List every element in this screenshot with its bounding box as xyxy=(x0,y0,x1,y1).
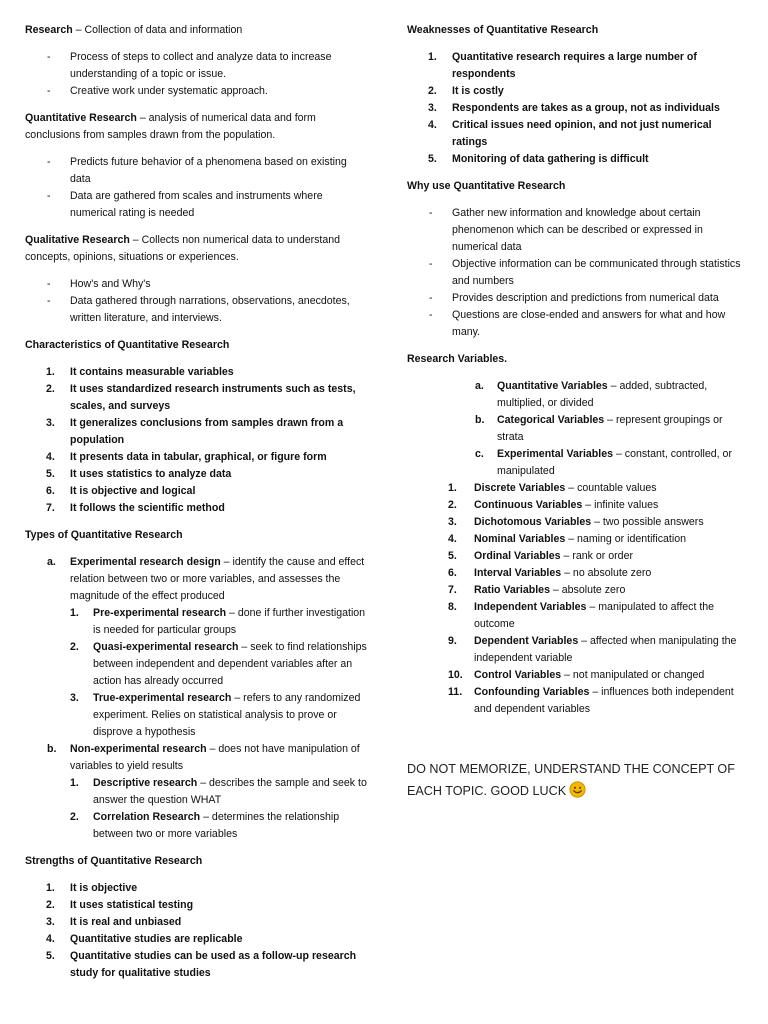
list-item: 5. Monitoring of data gathering is difficult xyxy=(428,153,649,165)
list-item: - How's and Why's xyxy=(25,276,367,293)
list-item: - Creative work under systematic approach. xyxy=(25,83,367,100)
types-heading: Types of Quantitative Research xyxy=(25,529,183,541)
list-item: 3. Dichotomous Variables – two possible answers xyxy=(448,516,704,528)
list-item: - Objective information can be communicated through statistics and numbers xyxy=(407,256,745,290)
list-item: 1. It is objective xyxy=(46,882,138,894)
list-item: 5. Quantitative studies can be used as a follow-up research study for qualitative studies xyxy=(46,950,357,979)
types-list xyxy=(25,554,367,843)
list-item: 1. Pre-experimental research – done if further investigation is needed for particular groups xyxy=(70,607,366,636)
qualitative-bullets xyxy=(25,276,367,327)
list-item: 6. It is objective and logical xyxy=(46,485,196,497)
variables-heading: Research Variables. xyxy=(407,353,508,365)
why-heading: Why use Quantitative Research xyxy=(407,180,566,192)
right-column xyxy=(407,22,745,805)
characteristics-list xyxy=(25,364,367,517)
list-item: 2. Continuous Variables – infinite values xyxy=(448,499,659,511)
list-item: 3. It is real and unbiased xyxy=(46,916,182,928)
list-item: 2. Quasi-experimental research – seek to find relationships between independent and dependent variables after an action has already occurred xyxy=(70,641,367,687)
list-item: 8. Independent Variables – manipulated to affect the outcome xyxy=(448,601,715,630)
experimental-sublist xyxy=(70,605,367,741)
why-bullets xyxy=(407,205,745,341)
list-item: 11. Confounding Variables – influences both independent and dependent variables xyxy=(448,686,734,715)
list-item: b. Non-experimental research – does not have manipulation of variables to yield results 1. Descriptive research – describes the sample and seek to answer the question WHAT 2. Correlation Research – determines the relationship between two or more variables xyxy=(25,741,367,843)
list-item: 5. Ordinal Variables – rank or order xyxy=(448,550,633,562)
list-item: 1. It contains measurable variables xyxy=(46,366,234,378)
list-item: 10. Control Variables – not manipulated or changed xyxy=(448,669,705,681)
list-item: 4. Quantitative studies are replicable xyxy=(46,933,243,945)
list-item: 1. Discrete Variables – countable values xyxy=(448,482,657,494)
list-item: - Data gathered through narrations, observations, anecdotes, written literature, and interviews. xyxy=(25,293,367,327)
list-item: 6. Interval Variables – no absolute zero xyxy=(448,567,652,579)
list-item: - Provides description and predictions from numerical data xyxy=(407,290,745,307)
list-item: 1. Descriptive research – describes the sample and seek to answer the question WHAT xyxy=(70,777,367,806)
list-item: b. Categorical Variables – represent groupings or strata xyxy=(475,414,723,443)
list-item: 2. It uses statistical testing xyxy=(46,899,194,911)
weaknesses-list xyxy=(407,49,745,168)
list-item: 2. It uses standardized research instruments such as tests, scales, and surveys xyxy=(46,383,356,412)
quantitative-bullets xyxy=(25,154,367,222)
variables-alpha-list xyxy=(407,378,745,480)
list-item: 2. Correlation Research – determines the relationship between two or more variables xyxy=(70,811,340,840)
list-item: 7. Ratio Variables – absolute zero xyxy=(448,584,626,596)
list-item: 9. Dependent Variables – affected when manipulating the independent variable xyxy=(448,635,737,664)
list-item: a. Quantitative Variables – added, subtracted, multiplied, or divided xyxy=(475,380,708,409)
list-item: 7. It follows the scientific method xyxy=(46,502,225,514)
list-item: 5. It uses statistics to analyze data xyxy=(46,468,232,480)
strengths-list xyxy=(25,880,367,982)
list-item: 1. Quantitative research requires a large number of respondents xyxy=(428,51,697,80)
left-column xyxy=(25,22,367,992)
strengths-heading: Strengths of Quantitative Research xyxy=(25,855,203,867)
closing-note: DO NOT MEMORIZE, UNDERSTAND THE CONCEPT OF EACH TOPIC. GOOD LUCK xyxy=(407,758,745,805)
list-item: - Questions are close-ended and answers for what and how many. xyxy=(407,307,745,341)
variables-numbered-list xyxy=(407,480,745,718)
weaknesses-heading: Weaknesses of Quantitative Research xyxy=(407,24,599,36)
quantitative-definition: Quantitative Research – analysis of numerical data and form conclusions from samples drawn from the population. xyxy=(25,112,316,141)
list-item: 2. It is costly xyxy=(428,85,504,97)
list-item: 4. Nominal Variables – naming or identification xyxy=(448,533,686,545)
list-item: c. Experimental Variables – constant, controlled, or manipulated xyxy=(475,448,732,477)
research-bullets xyxy=(25,49,367,100)
list-item: - Gather new information and knowledge about certain phenomenon which can be described or expressed in numerical data xyxy=(407,205,745,256)
list-item: - Predicts future behavior of a phenomena based on existing data xyxy=(25,154,367,188)
characteristics-heading: Characteristics of Quantitative Research xyxy=(25,339,230,351)
list-item: 3. True-experimental research – refers to any randomized experiment. Relies on statistical analysis to prove or disprove a hypothesis xyxy=(70,692,361,738)
qualitative-definition: Qualitative Research – Collects non numerical data to understand concepts, opinions, situations or experiences. xyxy=(25,234,341,263)
list-item: - Data are gathered from scales and instruments where numerical rating is needed xyxy=(25,188,367,222)
list-item: 4. It presents data in tabular, graphical, or figure form xyxy=(46,451,327,463)
list-item: 3. Respondents are takes as a group, not as individuals xyxy=(428,102,720,114)
list-item: - Process of steps to collect and analyze data to increase understanding of a topic or issue. xyxy=(25,49,367,83)
list-item: a. Experimental research design – identify the cause and effect relation between two or more variables, and assesses the magnitude of the effect produced 1. Pre-experimental research – done if further investigation is needed for particular groups 2. Quasi-experimental research – seek to find relationships between independent and dependent variables after an action has already occurred 3. True-experimental research – refers to any randomized experiment. Relies on statistical analysis to prove or disprove a hypothesis xyxy=(25,554,367,741)
list-item: 4. Critical issues need opinion, and not just numerical ratings xyxy=(428,119,712,148)
list-item: 3. It generalizes conclusions from samples drawn from a population xyxy=(46,417,344,446)
research-definition: Research – Collection of data and information xyxy=(25,24,243,36)
smiley-face-icon xyxy=(569,781,586,805)
non-experimental-sublist xyxy=(70,775,367,843)
